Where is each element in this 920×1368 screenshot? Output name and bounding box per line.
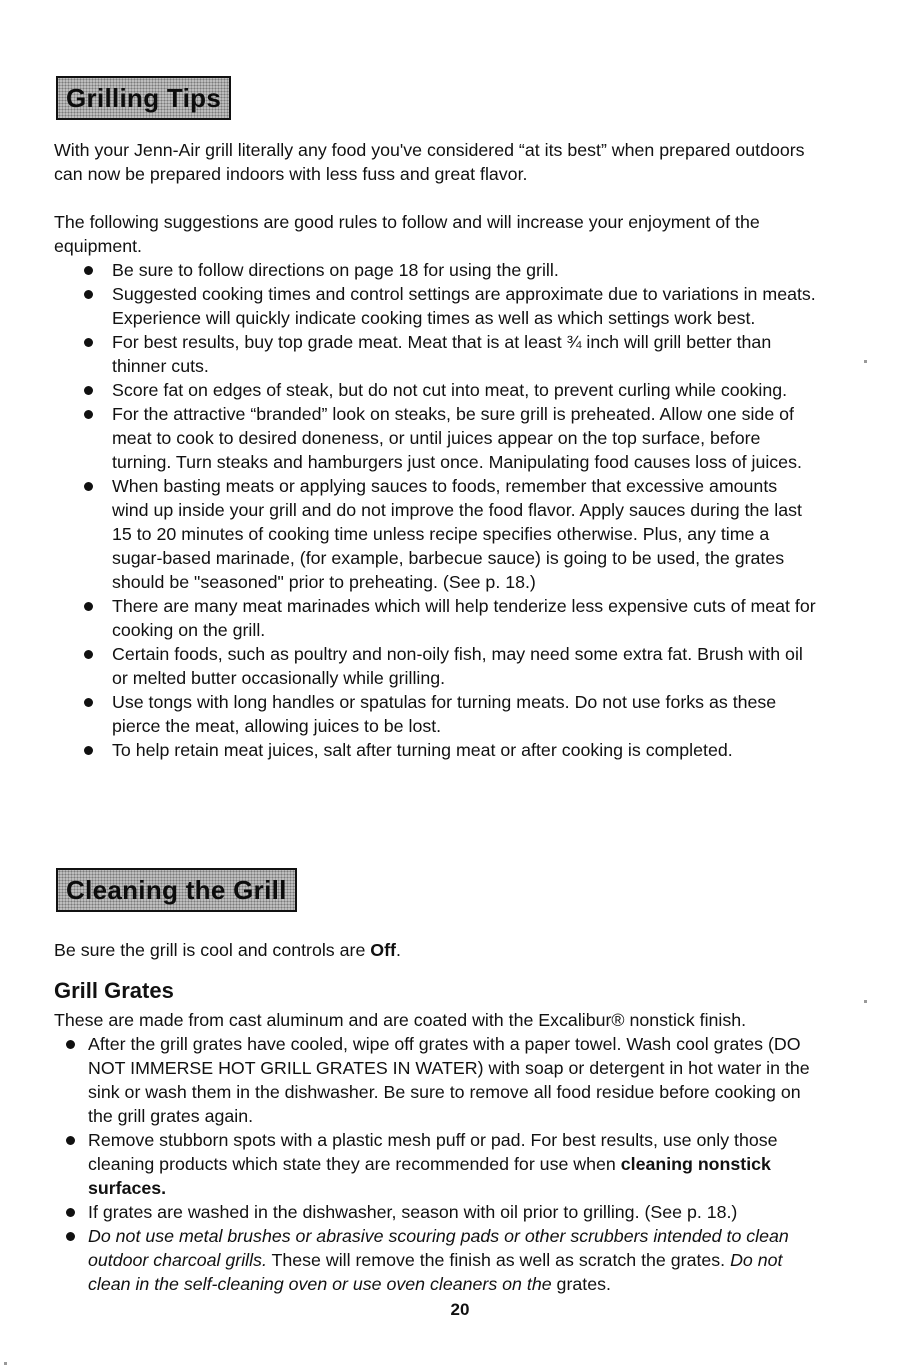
tip-text: Score fat on edges of steak, but do not cut into meat, to prevent curling while cooking. xyxy=(112,380,788,400)
grill-grates-list xyxy=(52,1032,816,1296)
tip-item xyxy=(54,282,816,330)
cleaning-the-grill-heading: Cleaning the Grill xyxy=(56,868,297,912)
grilling-tips-heading: Grilling Tips xyxy=(56,76,231,120)
scan-speck xyxy=(864,360,867,363)
cleaning-note-period: . xyxy=(395,940,401,960)
cleaning-note xyxy=(54,938,816,962)
grates-item-warning-italic: Do not use metal brushes or abrasive scouring pads or other scrubbers intended to clean outdoor charcoal grills. xyxy=(88,1226,789,1270)
tips-intro-paragraph-1: With your Jenn-Air grill literally any food you've considered “at its best” when prepared outdoors can now be prepared indoors with less fuss and great flavor. xyxy=(54,140,805,184)
tip-text: For the attractive “branded” look on steaks, be sure grill is preheated. Allow one side of meat to cook to desired doneness, or until juices appear on the top surface, before turning. Turn steaks and hamburgers just once. Manipulating food causes loss of juices. xyxy=(112,404,802,472)
page-number: 20 xyxy=(450,1300,470,1319)
tip-text: Suggested cooking times and control settings are approximate due to variations in meats. Experience will quickly indicate cooking times as well as which settings work best. xyxy=(112,284,816,328)
cleaning-note-text: Be sure the grill is cool and controls are xyxy=(54,940,371,960)
bullet-icon xyxy=(66,1232,75,1241)
grates-item xyxy=(52,1224,816,1296)
bullet-icon xyxy=(66,1208,75,1217)
scan-speck xyxy=(4,1362,7,1365)
grates-item xyxy=(52,1032,816,1128)
grill-grates-intro: These are made from cast aluminum and are coated with the Excalibur® nonstick finish. xyxy=(54,1010,747,1030)
bullet-icon xyxy=(84,746,93,755)
tip-text: There are many meat marinades which will help tenderize less expensive cuts of meat for cooking on the grill. xyxy=(112,596,816,640)
bullet-icon xyxy=(84,266,93,275)
bullet-icon xyxy=(84,482,93,491)
bullet-icon xyxy=(84,338,93,347)
bullet-icon xyxy=(84,386,93,395)
grilling-tips-list xyxy=(54,258,816,762)
tip-text: Be sure to follow directions on page 18 for using the grill. xyxy=(112,260,559,280)
cleaning-note-off: Off xyxy=(370,940,396,960)
tip-item xyxy=(54,330,816,378)
tip-item xyxy=(54,594,816,642)
tip-text: Certain foods, such as poultry and non-oily fish, may need some extra fat. Brush with oil or melted butter occasionally while grilling. xyxy=(112,644,803,688)
tip-item xyxy=(54,642,816,690)
grill-grates-heading: Grill Grates xyxy=(54,978,174,1003)
grates-item-text: These will remove the finish as well as scratch the grates. xyxy=(266,1250,731,1270)
tip-text: For best results, buy top grade meat. Meat that is at least ¾ inch will grill better than thinner cuts. xyxy=(112,332,772,376)
tip-item xyxy=(54,378,816,402)
tip-item xyxy=(54,474,816,594)
grates-item xyxy=(52,1128,816,1200)
tips-intro-paragraph-2: The following suggestions are good rules to follow and will increase your enjoyment of the equipment. xyxy=(54,212,760,256)
bullet-icon xyxy=(66,1040,75,1049)
grates-item xyxy=(52,1200,816,1224)
bullet-icon xyxy=(84,602,93,611)
tip-item xyxy=(54,690,816,738)
bullet-icon xyxy=(84,290,93,299)
scan-speck xyxy=(864,1000,867,1003)
bullet-icon xyxy=(66,1136,75,1145)
grates-item-text: After the grill grates have cooled, wipe off grates with a paper towel. Wash cool grates (DO NOT IMMERSE HOT GRILL GRATES IN WATER) with soap or detergent in hot water in the sink or wash them in the dishwasher. Be sure to remove all food residue before cooking on the grill grates again. xyxy=(88,1034,810,1126)
tip-text: To help retain meat juices, salt after turning meat or after cooking is completed. xyxy=(112,740,733,760)
tip-item xyxy=(54,402,816,474)
tip-text: When basting meats or applying sauces to foods, remember that excessive amounts wind up inside your grill and do not improve the food flavor. Apply sauces during the last 15 to 20 minutes of cooking time unless recipe specifies otherwise. Plus, any time a sugar-based marinade, (for example, barbecue sauce) is going to be used, the grates should be "seasoned" prior to preheating. (See p. 18.) xyxy=(112,476,802,592)
bullet-icon xyxy=(84,650,93,659)
tip-text: Use tongs with long handles or spatulas for turning meats. Do not use forks as these pierce the meat, allowing juices to be lost. xyxy=(112,692,777,736)
grates-item-text: grates. xyxy=(551,1274,611,1294)
bullet-icon xyxy=(84,410,93,419)
grates-item-warning-italic: Do not clean in the self-cleaning oven or use oven cleaners on the xyxy=(88,1250,783,1294)
tip-item xyxy=(54,738,816,762)
grates-item-bold: cleaning nonstick surfaces. xyxy=(88,1154,771,1198)
grates-item-text: Remove stubborn spots with a plastic mesh puff or pad. For best results, use only those cleaning products which state they are recommended for use when xyxy=(88,1130,778,1174)
bullet-icon xyxy=(84,698,93,707)
grates-item-text: If grates are washed in the dishwasher, season with oil prior to grilling. (See p. 18.) xyxy=(88,1202,738,1222)
tip-item xyxy=(54,258,816,282)
